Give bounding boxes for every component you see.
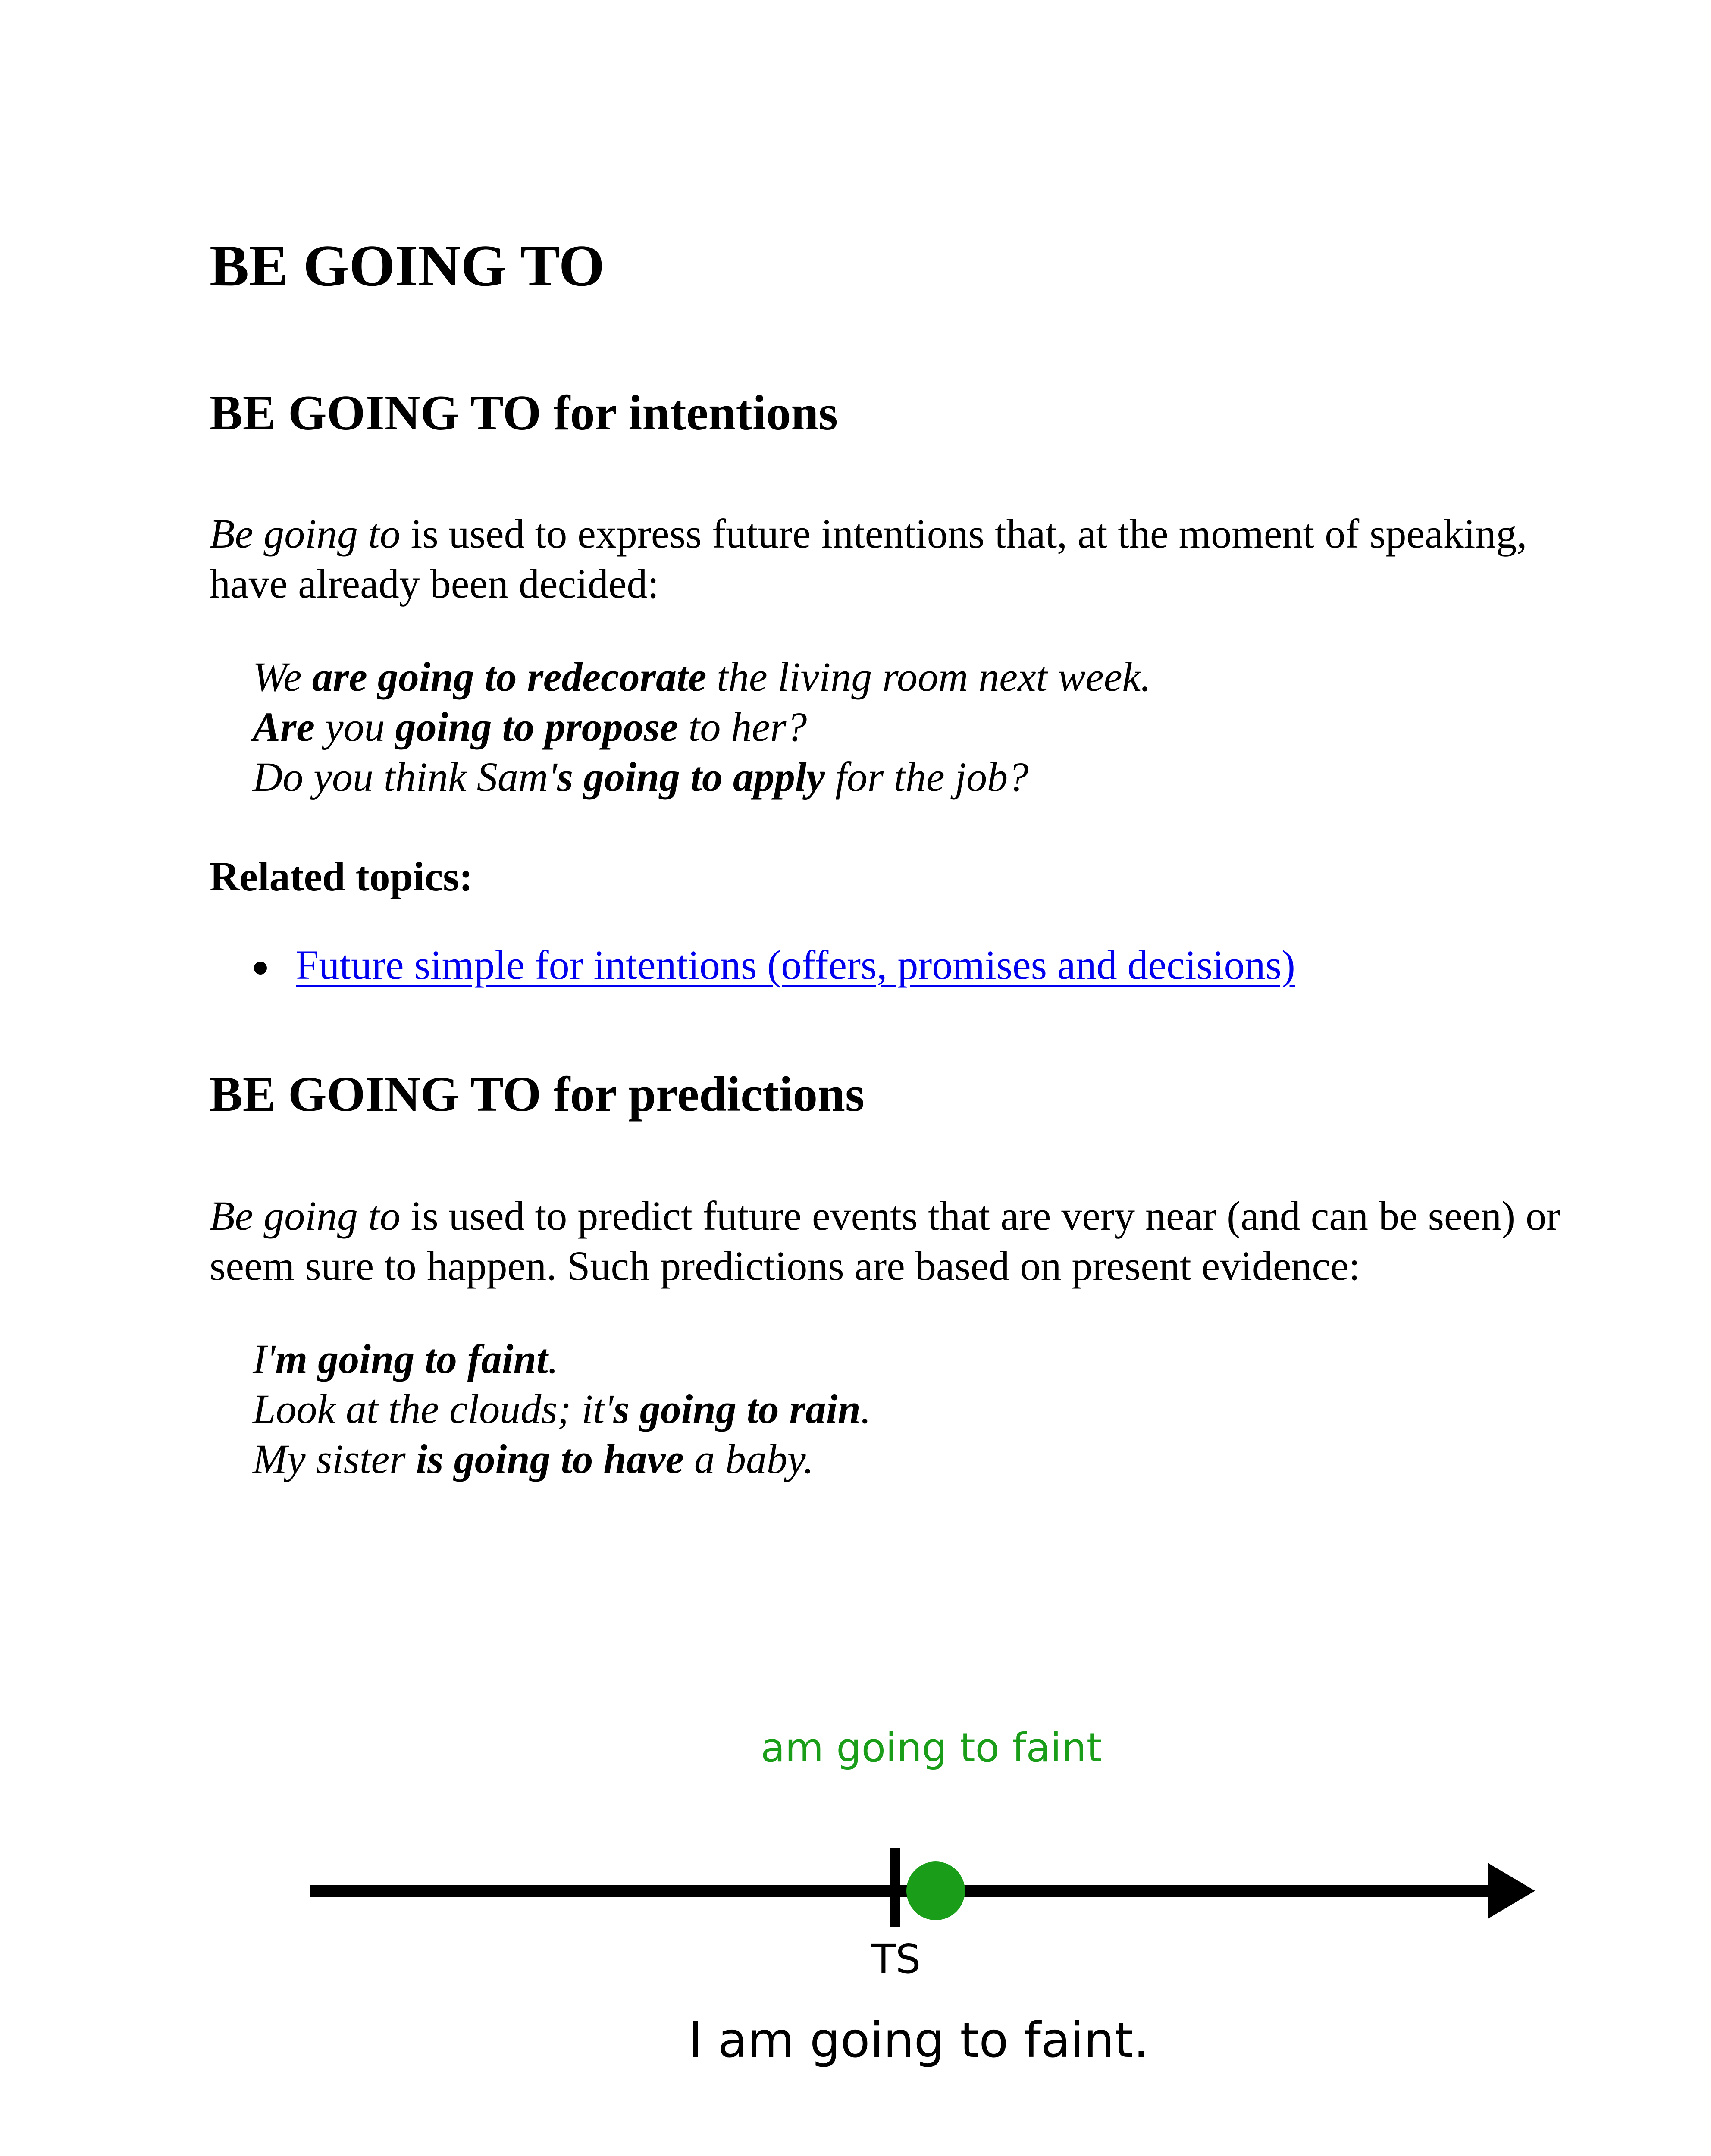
example-bold: are going to redecorate (312, 654, 707, 700)
timeline-marker-label: TS (871, 1936, 921, 1982)
example-sentence (253, 1334, 871, 1384)
intentions-examples (253, 652, 1151, 802)
term-be-going-to: Be going to (210, 1193, 401, 1239)
example-plain: a baby. (683, 1436, 814, 1482)
section-heading-intentions: BE GOING TO for intentions (210, 385, 838, 440)
example-sentence (253, 1434, 871, 1484)
predictions-paragraph-text: is used to predict future events that are very near (and can be seen) or (400, 1193, 1561, 1239)
example-bold: m going to faint (275, 1336, 548, 1382)
example-sentence (253, 702, 1151, 752)
timeline-arrow-icon (1488, 1863, 1535, 1919)
section-heading-predictions: BE GOING TO for predictions (210, 1067, 865, 1122)
example-plain: the living room next week. (706, 654, 1151, 700)
example-bold: s going to rain (613, 1386, 861, 1432)
example-bold: is going to have (416, 1436, 684, 1482)
intentions-paragraph (210, 509, 1645, 609)
example-plain: for the job? (825, 754, 1029, 800)
intentions-paragraph-text: is used to express future intentions that, at the moment of speaking, (400, 511, 1527, 557)
example-sentence (253, 752, 1151, 802)
timeline-caption: I am going to faint. (688, 2012, 1149, 2068)
related-topics-label: Related topics: (210, 853, 473, 899)
example-bold: going to propose (395, 704, 678, 750)
example-plain: My sister (253, 1436, 416, 1482)
example-plain: I' (253, 1336, 276, 1382)
example-plain: you (315, 704, 395, 750)
intentions-paragraph-line-1 (210, 509, 1645, 559)
predictions-paragraph (210, 1191, 1645, 1291)
intentions-paragraph-line-2: have already been decided: (210, 561, 659, 607)
predictions-examples (253, 1334, 871, 1484)
example-plain: We (253, 654, 312, 700)
list-item (210, 940, 1295, 990)
example-bold: Are (253, 704, 315, 750)
predictions-paragraph-line-1 (210, 1191, 1645, 1241)
bullet-icon (254, 962, 267, 975)
predictions-paragraph-line-2: seem sure to happen. Such predictions are based on present evidence: (210, 1243, 1360, 1289)
example-sentence (253, 652, 1151, 702)
timeline-event-dot (906, 1861, 965, 1920)
related-topic-link[interactable]: Future simple for intentions (offers, promises and decisions) (296, 942, 1295, 988)
example-bold: s going to apply (557, 754, 825, 800)
example-plain: Do you think Sam' (253, 754, 557, 800)
example-plain: . (548, 1336, 558, 1382)
example-plain: . (860, 1386, 871, 1432)
timeline-top-label: am going to faint (761, 1725, 1102, 1771)
term-be-going-to: Be going to (210, 511, 401, 557)
example-plain: Look at the clouds; it' (253, 1386, 614, 1432)
example-sentence (253, 1384, 871, 1434)
example-plain: to her? (678, 704, 807, 750)
page-title: BE GOING TO (210, 233, 605, 298)
related-topics-list (210, 940, 1295, 990)
